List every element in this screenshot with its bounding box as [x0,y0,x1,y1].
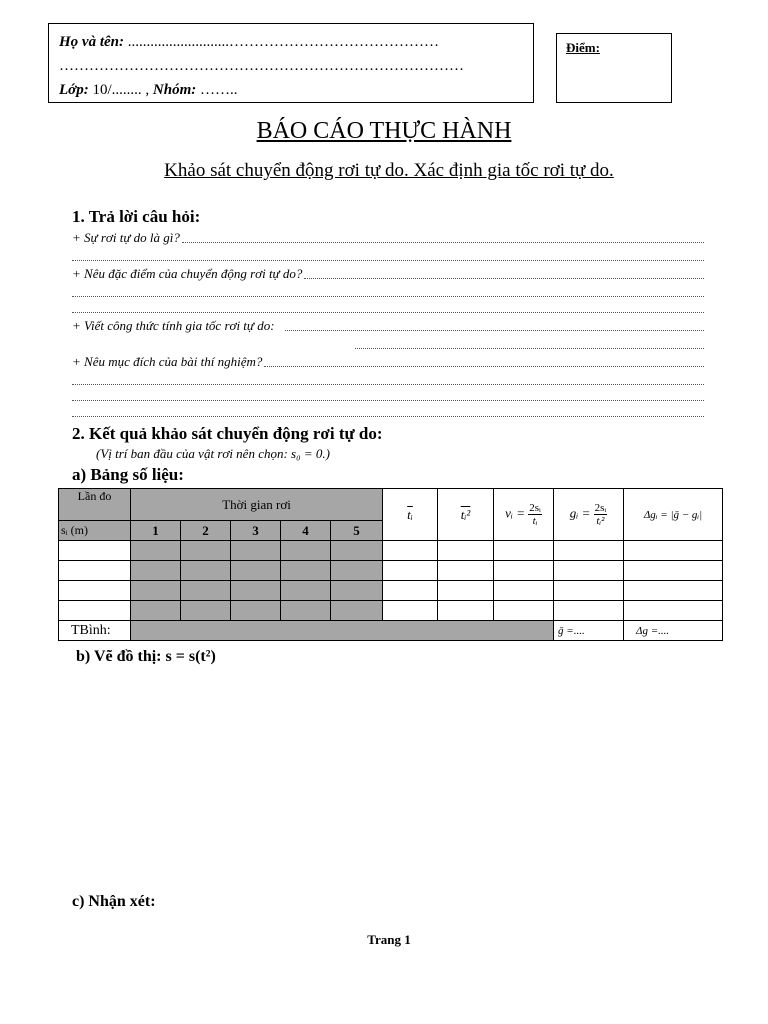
table-cell[interactable] [131,601,181,621]
data-table [58,488,723,641]
average-dg-cell[interactable]: Δg =.... [624,621,723,641]
average-shaded-cell [131,621,554,641]
table-row [59,601,723,621]
table-cell[interactable] [383,581,438,601]
name-label: Họ và tên: [59,34,124,50]
report-subtitle: Khảo sát chuyển động rơi tự do. Xác định gia tốc rơi tự do. [164,160,614,181]
table-cell[interactable] [494,541,554,561]
answer-line[interactable] [285,320,704,331]
score-box[interactable] [556,33,672,103]
group-field[interactable]: …….. [199,82,238,98]
report-title: BÁO CÁO THỰC HÀNH [256,118,512,144]
table-cell[interactable] [554,601,624,621]
question-3[interactable] [72,318,704,334]
table-cell[interactable] [624,561,723,581]
col-header-dg: Δgᵢ = |ḡ − gᵢ| [624,489,723,541]
table-cell[interactable] [331,601,383,621]
table-cell[interactable] [59,541,131,561]
trial-4-header: 4 [281,521,331,541]
table-row [59,581,723,601]
table-cell[interactable] [438,561,494,581]
answer-line[interactable] [182,232,704,243]
col-header-v [494,489,554,541]
average-label: TBình: [59,621,131,641]
initial-position-note: (Vị trí ban đầu của vật rơi nên chọn: s₀ = 0.) [96,446,330,461]
answer-line[interactable] [72,416,704,417]
table-cell[interactable] [281,541,331,561]
table-cell[interactable] [231,601,281,621]
name-row [59,30,523,54]
col-header-t2 [438,489,494,541]
table-cell[interactable] [181,561,231,581]
section-1-heading: 1. Trả lời câu hỏi: [72,207,201,226]
table-cell[interactable] [59,581,131,601]
table-cell[interactable] [131,581,181,601]
table-row [59,541,723,561]
g-numerator: 2sᵢ [594,502,607,514]
corner-header-bottom: sᵢ (m) [59,521,131,541]
sub-b-heading: b) Vẽ đồ thị: s = s(t²) [76,648,216,665]
table-cell[interactable] [181,601,231,621]
table-cell[interactable] [494,581,554,601]
sub-c-heading: c) Nhận xét: [72,893,156,910]
table-cell[interactable] [281,601,331,621]
t2-mean-label: tᵢ² [460,506,471,522]
table-cell[interactable] [231,541,281,561]
table-cell[interactable] [231,581,281,601]
table-cell[interactable] [281,581,331,601]
answer-line[interactable] [72,296,704,297]
table-cell[interactable] [554,561,624,581]
table-cell[interactable] [131,541,181,561]
class-label: Lớp: [59,82,89,98]
class-row [59,78,523,102]
table-cell[interactable] [554,541,624,561]
question-2-text: + Nêu đặc điểm của chuyển động rơi tự do? [72,266,303,281]
class-field[interactable]: 10/........ , [92,82,150,98]
g-formula-lhs: gᵢ = [569,505,591,521]
score-label: Điểm: [566,40,600,55]
v-numerator: 2sᵢ [529,502,541,514]
trial-3-header: 3 [231,521,281,541]
name-row-2 [59,54,523,78]
g-denominator: tᵢ² [596,515,605,527]
table-cell[interactable] [438,541,494,561]
answer-line[interactable] [72,260,704,261]
table-cell[interactable] [181,541,231,561]
answer-line[interactable] [304,268,704,279]
answer-line[interactable] [72,384,704,385]
table-cell[interactable] [331,541,383,561]
answer-line[interactable] [264,356,704,367]
graph-area[interactable] [76,672,716,886]
table-cell[interactable] [624,541,723,561]
table-cell[interactable] [494,601,554,621]
col-header-g [554,489,624,541]
table-row [59,561,723,581]
answer-line[interactable] [72,400,704,401]
question-1[interactable] [72,230,704,246]
question-3-text: + Viết công thức tính gia tốc rơi tự do: [72,318,275,333]
question-2[interactable] [72,266,704,282]
section-2-heading: 2. Kết quả khảo sát chuyển động rơi tự do: [72,424,383,443]
table-cell[interactable] [383,561,438,581]
table-cell[interactable] [554,581,624,601]
corner-header-top [59,489,131,521]
table-cell[interactable] [494,561,554,581]
table-cell[interactable] [231,561,281,581]
table-cell[interactable] [383,601,438,621]
v-formula-fraction [528,502,542,527]
table-cell[interactable] [331,561,383,581]
table-cell[interactable] [438,601,494,621]
table-cell[interactable] [624,601,723,621]
trial-1-header: 1 [131,521,181,541]
table-cell[interactable] [331,581,383,601]
table-cell[interactable] [181,581,231,601]
table-cell[interactable] [59,561,131,581]
trial-2-header: 2 [181,521,231,541]
table-cell[interactable] [131,561,181,581]
trial-label: Lần đo [77,489,112,503]
student-info-box [48,23,534,103]
time-header: Thời gian rơi [131,489,383,521]
question-4[interactable] [72,354,704,370]
v-denominator: tᵢ [532,515,538,527]
name-field[interactable]: ...........................…………………………………… [127,34,439,50]
table-cell[interactable] [281,561,331,581]
v-formula-lhs: vᵢ = [505,505,526,521]
table-cell[interactable] [59,601,131,621]
question-1-text: + Sự rơi tự do là gì? [72,230,180,245]
table-cell[interactable] [438,581,494,601]
answer-line[interactable] [72,312,704,313]
table-cell[interactable] [624,581,723,601]
average-row [59,621,723,641]
trial-5-header: 5 [331,521,383,541]
group-label: Nhóm: [152,82,197,98]
answer-line[interactable] [355,348,704,349]
average-g-cell[interactable]: ḡ =.... [554,621,624,641]
page-number: Trang 1 [367,932,411,947]
t-mean-label: $\overline{tᵢ}$ [407,506,413,522]
col-header-t [383,489,438,541]
sub-a-heading: a) Bảng số liệu: [72,465,184,484]
g-formula-fraction [594,502,608,527]
table-cell[interactable] [383,541,438,561]
question-4-text: + Nêu mục đích của bài thí nghiệm? [72,354,263,369]
name-field-2[interactable]: ……………………………………………………………………… [59,58,464,74]
